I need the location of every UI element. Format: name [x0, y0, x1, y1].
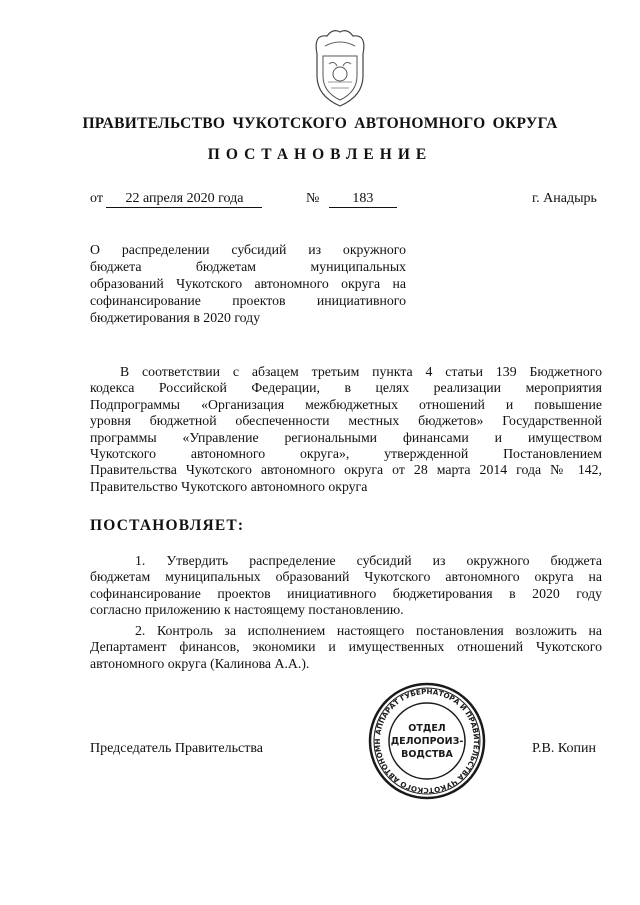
- document-number: 183: [329, 191, 397, 208]
- preamble-line: Правительства Чукотского автономного округа от 28 марта 2014 года № 142,: [90, 462, 602, 478]
- item-line: Департамент финансов, экономики и имущественных отношений Чукотского: [90, 639, 602, 655]
- preamble: [90, 364, 602, 495]
- item-line: 2. Контроль за исполнением настоящего постановления возложить на: [135, 623, 602, 638]
- signatory-name: Р.В. Копин: [532, 741, 596, 756]
- stamp-center-line: ДЕЛОПРОИЗ-: [390, 736, 464, 747]
- coat-of-arms-icon: [303, 24, 377, 110]
- resolves-heading: ПОСТАНОВЛЯЕТ:: [90, 517, 245, 534]
- subject-line: бюджетирования в 2020 году: [90, 310, 261, 325]
- preamble-line: В соответствии с абзацем третьим пункта 4 статьи 139 Бюджетного: [120, 364, 602, 379]
- subject-line: бюджета бюджетам муниципальных: [90, 259, 406, 274]
- stamp-center-line: ВОДСТВА: [401, 749, 453, 760]
- item-1: [90, 553, 602, 619]
- preamble-line: программы «Управление региональными финансами и имуществом: [90, 429, 602, 445]
- stamp-center-line: ОТДЕЛ: [408, 723, 446, 734]
- document-subject: [90, 241, 406, 326]
- number-block: [306, 191, 397, 208]
- organization-title: ПРАВИТЕЛЬСТВО ЧУКОТСКОГО АВТОНОМНОГО ОКРУГА: [82, 115, 558, 132]
- item-line: автономного округа (Калинова А.А.).: [90, 655, 310, 671]
- document-type: ПОСТАНОВЛЕНИЕ: [207, 146, 433, 163]
- document-date: 22 апреля 2020 года: [106, 191, 262, 208]
- subject-line: О распределении субсидий из окружного: [90, 242, 406, 257]
- date-prefix: от: [90, 191, 103, 206]
- item-line: софинансирование проектов инициативного бюджетирования в 2020 году: [90, 585, 602, 601]
- preamble-line: кодекса Российской Федерации, в целях реализации мероприятия: [90, 380, 602, 396]
- subject-line: образований Чукотского автономного округа на: [90, 276, 406, 291]
- subject-line: софинансирование проектов инициативного: [90, 293, 406, 308]
- number-prefix: №: [306, 191, 320, 206]
- item-line: согласно приложению к настоящему постановлению.: [90, 602, 404, 618]
- date-block: [90, 191, 262, 208]
- document-city: г. Анадырь: [532, 191, 597, 206]
- preamble-line: Правительство Чукотского автономного округа: [90, 478, 368, 494]
- item-2: [90, 623, 602, 672]
- stamp-ring-text: АППАРАТ ГУБЕРНАТОРА И ПРАВИТЕЛЬСТВА ЧУКОТСКОГО АВТОНОМН: [372, 686, 482, 796]
- preamble-line: Чукотского автономного округа», утвержденной Постановлением: [90, 446, 602, 462]
- signatory-position: Председатель Правительства: [90, 741, 263, 756]
- item-line: 1. Утвердить распределение субсидий из окружного бюджета: [135, 553, 602, 568]
- preamble-line: Подпрограммы «Организация межбюджетных отношений и повышение: [90, 396, 602, 412]
- preamble-line: уровня бюджетной обеспеченности местных бюджетов» Государственной: [90, 413, 602, 429]
- item-line: бюджетам муниципальных образований Чукотского автономного округа на: [90, 569, 602, 585]
- office-stamp: [368, 682, 486, 800]
